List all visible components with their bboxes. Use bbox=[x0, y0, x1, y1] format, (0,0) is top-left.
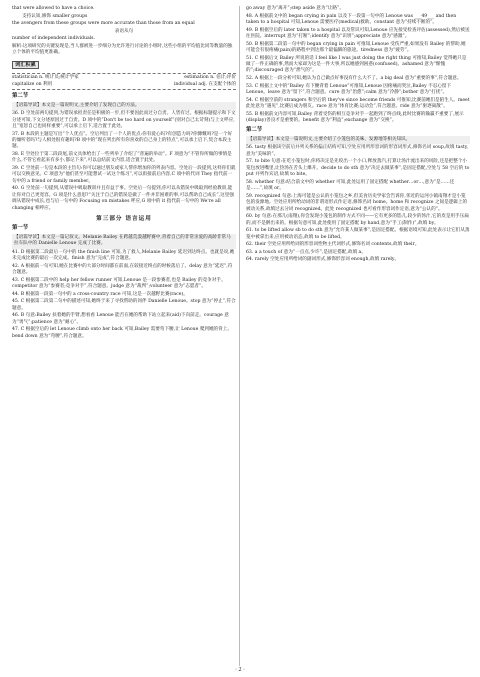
section-title: 第二节 bbox=[12, 93, 29, 100]
answer-paragraph: 49. B 根据空后的 later taken to a hospital 以及常识可知,Lenoue 应先接受检查评估(assessed),然后被送往医院。interrupt 意为“打断”;identify 意为“识别”;appreciate 意为“感激”。 bbox=[246, 27, 470, 39]
annotation-label: 支持认知,修饰 smaller groups bbox=[22, 13, 88, 19]
column-divider bbox=[239, 6, 240, 666]
page-number: · 2 · bbox=[235, 667, 245, 673]
answer-paragraph: 37. B 本段的主题是写出“个人优点”。空后列出了一个人的优点:你有爱心吗?有创造力吗?你慷慨吗?是一个好的倾听者吗?与人相处很有趣吗?B 项中的“现在列出所有你喜欢的自己身上的特点”,可以承上启下,契合本段主题。 bbox=[12, 131, 233, 150]
answer-paragraph: 56. tasty 根据该空前后并列关系的偏正结构可知,空处应用所形容词的形容词形式,修饰名词 soup,故填 tasty,意为“美味的”。 bbox=[246, 145, 469, 157]
section-title: 第一节 bbox=[12, 225, 29, 232]
reading-guide: 【语篇导读】本文是一篇说明文,主要介绍了发现自己的方法。 bbox=[12, 102, 236, 110]
answer-paragraph: 60. by 句意:在那儿(南翔),你会发现小笼包的制作方式不同——它有更多的馅儿,较少的汤汁,它的皮是用手压扁的,而不是擀出来的。根据句意可知,此处使用了固定搭配 by hand,意为“手工(制作)”,故填 by。 bbox=[246, 214, 469, 226]
answer-paragraph: 63. a a touch of 意为“一点点,少许”,是固定搭配,故填 a。 bbox=[246, 249, 366, 255]
left-column bbox=[12, 6, 236, 341]
quote-line: number of independent individuals. bbox=[12, 36, 95, 42]
answer-paragraph: 59. recognized 句意:上海可能是公认的小笼包之乡,但美食历史学家会告诉你,邻近的运河小镇南翔才是小笼包的发源地。空处应用所给动词的非谓语形式作定语,修饰名词 home。home 和 recognize 之间是逻辑上的被动关系,故填过去分词 recognized。此处 recognized 也可看作形容词作定语,意为“公认的”。 bbox=[246, 193, 468, 212]
vocab-heading: 词汇积累 bbox=[12, 61, 39, 69]
answer-paragraph: 54. C 根据空前的 strangers 和空后的 they've since become friends 可推知,比赛前她们是陌生人。meet 此处意为“遇见”,比赛后成为朋友。race 意为“体育比赛;运动会”,符合题意。ride 意为“驱逐离散”。 bbox=[246, 97, 470, 109]
annotation-label: 表语从句 bbox=[114, 28, 134, 34]
reading-guide: 【语篇导读】本文是一篇记叙文。Melanie Bailey 在跨越荒漠越野赛中,背着自己的非常亲爱的高龄非常马拉车队中的 Danielle Lenoue 完成了比赛。 bbox=[12, 234, 236, 249]
answer-paragraph: 48. A 根据前文中的 began crying in pain 以及下一段第一句中的 Lenoue was ___49___ and then taken to a hospital 可知,Lenoue 需要医疗(medical)救助。constant 意为“持续不断的”。 bbox=[246, 13, 457, 25]
vocab-row bbox=[12, 82, 236, 88]
answer-paragraph: 43. C 根据第二段中的 help her fellow runner 可知,Lenoue 是一段参赛者,也是 Bailey 的竞争对手。competitor 意为“参赛者;竞争对手”,符合题意。judge 意为“裁判”;volunteer 意为“志愿者”。 bbox=[12, 277, 226, 290]
answer-paragraph: 47. C 根据空后的 let Lenoue climb onto her back 可知,Bailey 需要弯下腰,让 Lenoue 爬到她的背上。bend down 意为“弯腰”,符合题意。 bbox=[12, 327, 232, 339]
answer-paragraph: 55. B 根据前文内容可知,Bailey 背着受伤的相互竞争对手一起跑到了终点线,此时比赛的输赢不重要了,展示(display)善良才是重要的。benefit 意为“利益”;exchange 意为“交换”。 bbox=[246, 111, 464, 123]
quote-line: that were allowed to have a choice. bbox=[12, 6, 95, 11]
reading-guide: 【语篇导读】本文是一篇说明文,主要介绍了小笼包的美味、发源地等相关知识。 bbox=[246, 136, 470, 144]
answer-paragraph: 41. D 根据第二段最后一句中的 the finish line 可知,为了救人,Melanie Bailey 延迟到达终点。也就是说,她未完成比赛的最后一次完成。finish 意为“完成”,符合题意。 bbox=[12, 249, 235, 262]
answer-paragraph: 62. their 空处应用所给词的形容词性物主代词形式,修饰名词 contents,故填 their。 bbox=[246, 242, 420, 248]
vocab-box bbox=[12, 73, 236, 90]
answer-paragraph: 45. C 根据第二段第二句中的描述可知,她终于来了寻找帮助的同伴 Danielle Lenoue。stop 意为“停止”,符合题意。 bbox=[12, 299, 236, 311]
vocab-item: capitalize on 利用 bbox=[12, 81, 53, 87]
answer-paragraph: 64. rarely 空处应用所给词的副词形式,修饰形容词 enough,故填 rarely。 bbox=[246, 257, 400, 263]
answer-paragraph: 36. D 空处前两句提到,为错误承担责任是积极的一步,但不要因此而过分自责。人皆有过。根据标题提示和下文分述可知,下文分述原因过于自责。D 项中的“Don't be too hard on yourself”(别对自己太苛刻)与上文呼应,且“宽恕自己也同样重要”,可以承上启下,适合置于此处。 bbox=[12, 111, 236, 129]
part-title: 第三部分 语言运用 bbox=[96, 216, 152, 223]
answer-paragraph: go away 意为“离开”;step aside 意为“让路”。 bbox=[246, 6, 344, 11]
answer-paragraph: 44. B 根据第一段第一句中的 a cross-country race 可知,这是一次越野比赛(race)。 bbox=[12, 291, 188, 297]
vocab-item: statistician n. 统计员;统计学家 bbox=[12, 75, 79, 81]
quote-line: the avengers from these groups were more accurate than those from an equal bbox=[12, 21, 195, 27]
answer-paragraph: 53. C 根据上文中的“Bailey 有下腰背着 Lenoue”可推知,Lenoue 因疼痛而哭泣,Bailey 不忍心留下 Lenoue。leave 意为“留下”,符合题意。cure 意为“治愈”;calm 意为“冷静”;bother 意为“打扰”。 bbox=[246, 83, 452, 95]
vocab-item: estimation n. 估计;评价 bbox=[184, 75, 236, 81]
answer-paragraph: 61. to be lifted allow sb to do sth 意为“允许某人做某事”,是固定搭配。根据语境可知,此处表示让它们从蒸笼中被拿出来,应用被动语态,故填 to be lifted。 bbox=[246, 228, 470, 240]
answer-paragraph: 50. B 根据第二段第一句中的 began crying in pain 可推知,Lenoue 受伤严重,如果没有 Bailey 的帮助,她可能会有很疼痛(pain)的路程中到达那个最偏僻的旅途。tiredness 意为“疲劳”。 bbox=[246, 41, 466, 53]
answer-paragraph: 39. C 空处前一句是本段的主旨句:你可以通过朋友或家人帮你增加你的列表内容。空处后一段提到,这样你们就可以交换意见。C 项意为“他们甚至可能想试一试这个练习”,可以衔接前后内容,C 项中的代词 They 指代前一句中的 a friend or family member。 bbox=[12, 166, 236, 184]
answer-paragraph: 38. E 空处位于第二段段尾,前文具体给出了一些列举了介绍了“普遍的举动”。F 项意为“不管你所做的事情是什么,不管它看起来有多小,都记下来”,可以总结前文内容,适合置于此处。 bbox=[12, 152, 232, 164]
right-column bbox=[246, 6, 470, 265]
analysis-summary: 解析:这项研究的关键发现是,当人群被进一步细分为允许进行讨论的小组时,这些小组的平均值比同等数量的独立个体的平均值更准确。 bbox=[12, 43, 233, 56]
answer-paragraph: 42. A 根据前一句可知,她在比赛中的大部分时间都在前面,在较接近终点的时候落后了。delay 意为“延迟”,符合题意。 bbox=[12, 263, 233, 276]
answer-paragraph: 40. G 空处前一句提到,从错误中吸取教训并且有益于事。空处后一句提到,你可以从错误中吸取到经验教训,能让你对自己更宽容。G 项是什么意思?“关注于自己的错误是做了一件并非困难的事,可以帮助自己成长”,这里强调从错误中成长,也与后一句中的 Focusing on mistakes 呼应,G 项中的 it 指代前一句中的 We're all changing 相呼应。 bbox=[12, 186, 234, 211]
answer-paragraph: 51. C 根据后文 Bailey 所说的话 I feel like I was just doing the right thing 可推知,Bailey 觉得她只是做了一件正确的事,然而大家却为这是一件大事,所以她感到困惑(confused)。ashamed 意为“惭愧的”;discouraged 意为“泄气的”。 bbox=[246, 55, 467, 74]
answer-paragraph: 46. B 句意:Bailey 扶着她的手臂,想看看 Lenoue 能否在她的帮助下站立起来(aid)下向前走。courage 意为“勇气”;patience 意为“耐心”。 bbox=[12, 313, 229, 325]
answer-paragraph: 52. A 根据上一段分析可知,她认为自己做点好事没有什么大不了。a big deal 意为“重要的事”,符合题意。 bbox=[246, 76, 462, 81]
vocab-item: individual adj. 在支配个体的 bbox=[173, 81, 236, 87]
section-title: 第二节 bbox=[246, 127, 263, 134]
answer-paragraph: 58. whether 句意:结合前文中的 whether 可知,此处运用了固定搭配 whether…or…,意为“是……还是……”,故填 or。 bbox=[246, 179, 455, 192]
answer-paragraph: 57. to bite 句意:在吃小笼包时,你将决定是先咬出一个小口,释放蒸汽,打算让汤汁流出来的风险,还是把整个小笼包放进嘴里,让热汤在舌头上爆开。decide to do sth 意为“决定去做某事”,是固定搭配,空处与 58 空后的 to put 并列作宾语,故填 to bite。 bbox=[246, 159, 470, 178]
